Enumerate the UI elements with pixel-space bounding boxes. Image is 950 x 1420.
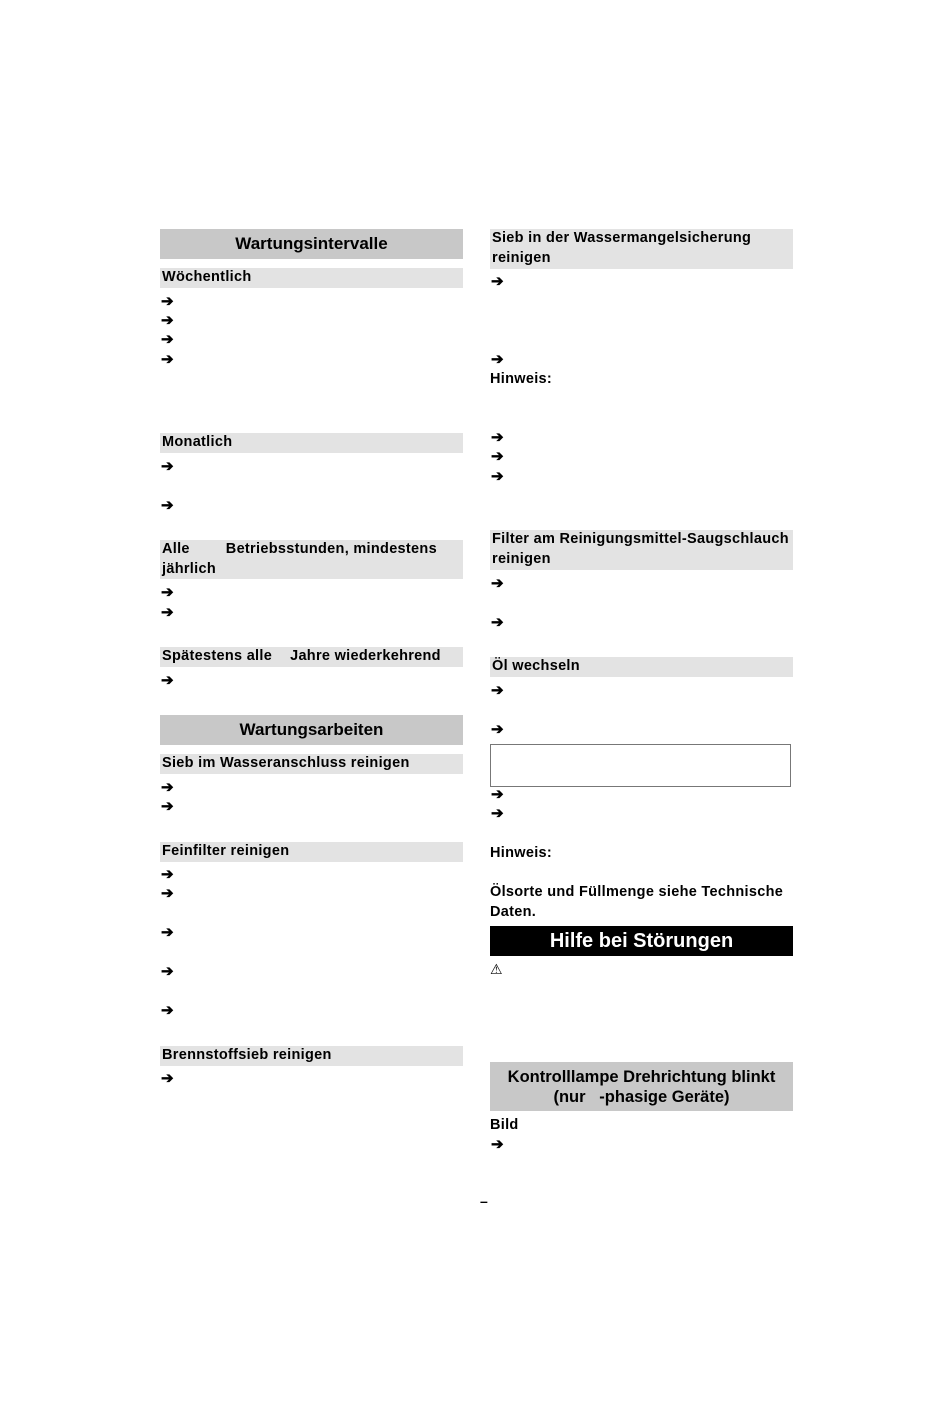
nur-phasige-line: (nur -phasige Geräte)	[553, 1088, 730, 1106]
hinweis-label: Hinweis:	[490, 845, 553, 861]
arrow-icon: ➔	[491, 351, 504, 368]
arrow-icon: ➔	[491, 1136, 504, 1153]
arrow-icon: ➔	[491, 468, 504, 485]
notice-box	[490, 744, 791, 787]
arrow-icon: ➔	[491, 786, 504, 803]
jaehrlich-label: jährlich	[162, 560, 216, 577]
subheading-sieb-wassermangel: Sieb in der Wassermangelsicherung reinigen	[490, 229, 793, 269]
subheading-alle-betriebsstunden	[160, 540, 463, 579]
subheading-monatlich: Monatlich	[160, 433, 463, 453]
jahre-label: Jahre wiederkehrend	[290, 648, 441, 664]
subheading-sieb-wasseranschluss: Sieb im Wasseranschluss reinigen	[160, 754, 463, 774]
arrow-icon: ➔	[161, 672, 174, 689]
heading-wartungsarbeiten: Wartungsarbeiten	[160, 715, 463, 745]
oelsorte-text: Ölsorte und Füllmenge siehe Technische Daten.	[490, 884, 784, 920]
alle-label: Alle	[162, 541, 190, 557]
arrow-icon: ➔	[491, 614, 504, 631]
spaetestens-label: Spätestens alle	[162, 648, 273, 664]
arrow-icon: ➔	[161, 351, 174, 368]
subheading-spaetestens	[160, 647, 463, 667]
subheading-brennstoffsieb: Brennstoffsieb reinigen	[160, 1046, 463, 1066]
arrow-icon: ➔	[161, 779, 174, 796]
arrow-icon: ➔	[161, 458, 174, 475]
page-number: –	[480, 1193, 488, 1209]
arrow-icon: ➔	[491, 448, 504, 465]
subheading-woechentlich: Wöchentlich	[160, 268, 463, 288]
arrow-icon: ➔	[161, 584, 174, 601]
arrow-icon: ➔	[491, 682, 504, 699]
arrow-icon: ➔	[161, 331, 174, 348]
betriebsstunden-label: Betriebsstunden, mindestens	[225, 541, 437, 557]
bild-label: Bild	[490, 1117, 519, 1133]
arrow-icon: ➔	[161, 604, 174, 621]
arrow-icon: ➔	[161, 798, 174, 815]
arrow-icon: ➔	[161, 885, 174, 902]
arrow-icon: ➔	[161, 866, 174, 883]
arrow-icon: ➔	[161, 293, 174, 310]
arrow-icon: ➔	[161, 312, 174, 329]
arrow-icon: ➔	[491, 805, 504, 822]
arrow-icon: ➔	[161, 497, 174, 514]
heading-kontrolllampe	[490, 1062, 793, 1111]
warning-icon: ⚠	[490, 961, 503, 977]
heading-wartungsintervalle: Wartungsintervalle	[160, 229, 463, 259]
arrow-icon: ➔	[491, 721, 504, 738]
subheading-oel-wechseln: Öl wechseln	[490, 657, 793, 677]
heading-hilfe-bei-stoerungen: Hilfe bei Störungen	[490, 926, 793, 956]
arrow-icon: ➔	[161, 924, 174, 941]
hinweis-label: Hinweis:	[490, 371, 553, 387]
arrow-icon: ➔	[491, 429, 504, 446]
arrow-icon: ➔	[161, 1070, 174, 1087]
arrow-icon: ➔	[161, 963, 174, 980]
subheading-filter-reinigungsmittel: Filter am Reinigungsmittel-Saugschlauch reinigen	[490, 530, 793, 570]
subheading-feinfilter: Feinfilter reinigen	[160, 842, 463, 862]
arrow-icon: ➔	[491, 273, 504, 290]
kontrolllampe-line: Kontrolllampe Drehrichtung blinkt	[507, 1068, 776, 1086]
arrow-icon: ➔	[161, 1002, 174, 1019]
arrow-icon: ➔	[491, 575, 504, 592]
